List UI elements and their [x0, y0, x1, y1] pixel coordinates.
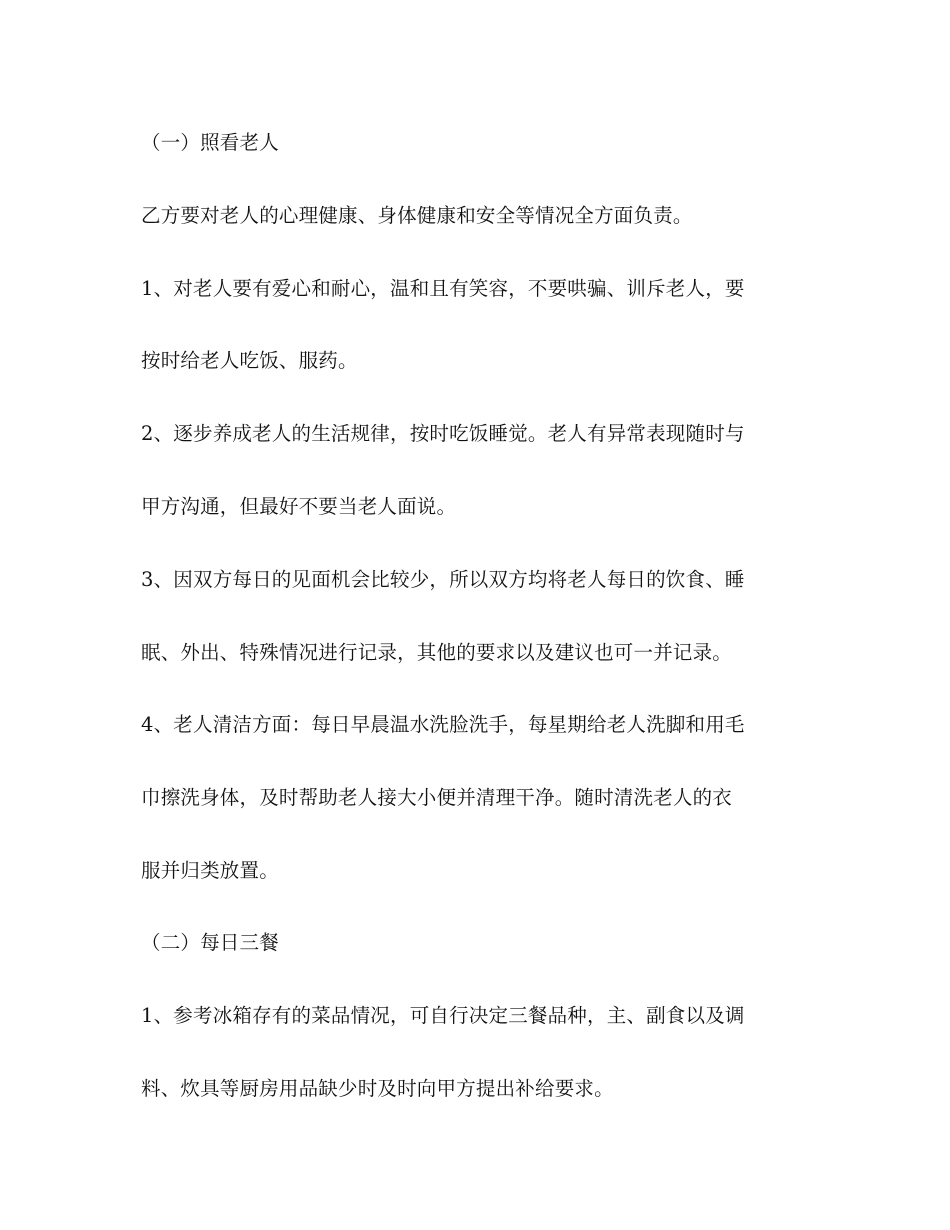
paragraph-line: 1、对老人要有爱心和耐心，温和且有笑容，不要哄骗、训斥老人，要: [141, 277, 745, 300]
paragraph-line: 巾擦洗身体，及时帮助老人接大小便并清理干净。随时清洗老人的衣: [141, 786, 733, 809]
paragraph-line: 3、因双方每日的见面机会比较少，所以双方均将老人每日的饮食、睡: [141, 568, 745, 591]
paragraph-line: 料、炊具等厨房用品缺少时及时向甲方提出补给要求。: [141, 1077, 614, 1100]
paragraph-line: 服并归类放置。: [141, 859, 279, 882]
paragraph-line: 2、逐步养成老人的生活规律，按时吃饭睡觉。老人有异常表现随时与: [141, 422, 745, 445]
paragraph-line: 甲方沟通，但最好不要当老人面说。: [141, 495, 457, 518]
paragraph-line: 1、参考冰箱存有的菜品情况，可自行决定三餐品种，主、副食以及调: [141, 1004, 745, 1027]
paragraph-line: 乙方要对老人的心理健康、身体健康和安全等情况全方面负责。: [141, 204, 693, 227]
section-heading-three-meals: （二）每日三餐: [141, 931, 279, 954]
paragraph-line: 4、老人清洁方面：每日早晨温水洗脸洗手，每星期给老人洗脚和用毛: [141, 713, 745, 736]
paragraph-line: 按时给老人吃饭、服药。: [141, 349, 358, 372]
paragraph-line: 眠、外出、特殊情况进行记录，其他的要求以及建议也可一并记录。: [141, 641, 733, 664]
section-heading-elder-care: （一）照看老人: [141, 131, 279, 154]
